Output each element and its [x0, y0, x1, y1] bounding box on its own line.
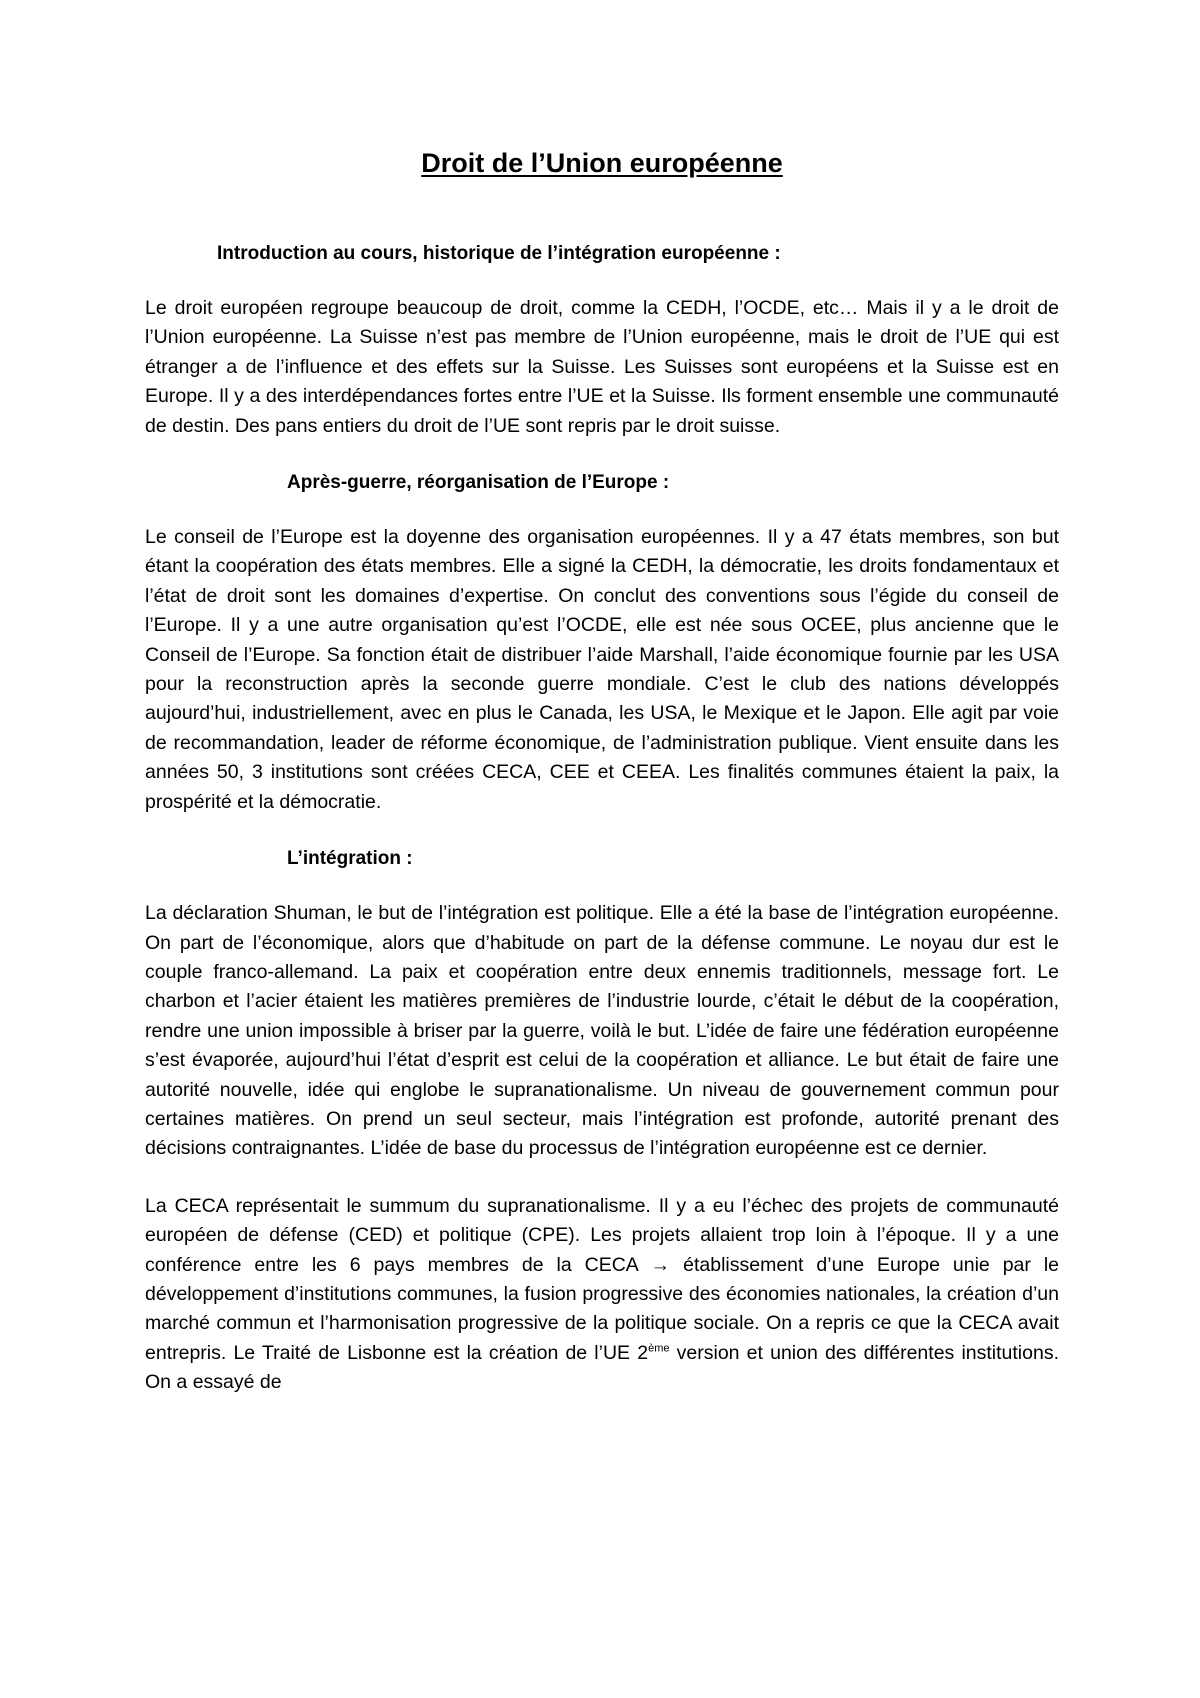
paragraph-ceca-part3: version et union des différentes institutions. On a essayé de — [145, 1341, 1059, 1394]
arrow-icon: → — [650, 1253, 671, 1276]
document-title: Droit de l’Union européenne — [421, 148, 783, 178]
superscript-eme: ème — [648, 1342, 670, 1355]
intro-heading: Introduction au cours, historique de l’intégration européenne : — [217, 243, 781, 264]
paragraph-conseil-europe: Le conseil de l’Europe est la doyenne des organisation européennes. Il y a 47 états membres, son but étant la coopération des états membres. Elle a signé la CEDH, la démocratie, les droits fondamentaux et l’état de droit sont les domaines d’expertise. On conclut des conventions sous l’égide du conseil de l’Europe. Il y a une autre organisation qu’est l’OCDE, elle est née sous OCEE, plus ancienne que le Conseil de l’Europe. Sa fonction était de distribuer l’aide Marshall, l’aide économique fournie par les USA pour la reconstruction après la seconde guerre mondiale. C’est le club des nations développés aujourd’hui, industriellement, avec en plus le Canada, les USA, le Mexique et le Japon. Elle agit par voie de recommandation, leader de réforme économique, de l’administration publique. Vient ensuite dans les années 50, 3 institutions sont créées CECA, CEE et CEEA. Les finalités communes étaient la paix, la prospérité et la démocratie. — [145, 526, 1059, 813]
paragraph-ceca-part1: La CECA représentait le summum du supranationalisme. Il y a eu l’échec des projets de communauté européen de défense (CED) et politique (CPE). Les projets allaient trop loin à l’époque. Il y a une conférence entre les 6 pays membres de la CECA — [145, 1194, 1059, 1276]
heading-apres-guerre: Après-guerre, réorganisation de l’Europe : — [287, 472, 670, 494]
paragraph-droit-europeen: Le droit européen regroupe beaucoup de droit, comme la CEDH, l’OCDE, etc… Mais il y a le droit de l’Union européenne. La Suisse n’est pas membre de l’Union européenne, mais le droit de l’UE qui est étranger a de l’influence et des effets sur la Suisse. Les Suisses sont européens et la Suisse est en Europe. Il y a des interdépendances fortes entre l’UE et la Suisse. Ils forment ensemble une communauté de destin. Des pans entiers du droit de l’UE sont repris par le droit suisse. — [145, 297, 1059, 437]
paragraph-declaration-shuman: La déclaration Shuman, le but de l’intégration est politique. Elle a été la base de l’intégration européenne. On part de l’économique, alors que d’habitude on part de la défense commune. Le noyau dur est le couple franco-allemand. La paix et coopération entre deux ennemis traditionnels, message fort. Le charbon et l’acier étaient les matières premières de l’industrie lourde, c’était le début de la coopération, rendre une union impossible à briser par la guerre, voilà le but. L’idée de faire une fédération européenne s’est évaporée, aujourd’hui l’état d’esprit est celui de la coopération et alliance. Le but était de faire une autorité nouvelle, idée qui englobe le supranationalisme. Un niveau de gouvernement commun pour certaines matières. On prend un seul secteur, mais l’intégration est profonde, autorité prenant des décisions contraignantes. L’idée de base du processus de l’intégration européenne est ce dernier. — [145, 902, 1059, 1160]
paragraph-ceca — [145, 1192, 1059, 1398]
heading-integration: L’intégration : — [287, 848, 413, 870]
paragraph-ceca-part2: établissement d’une Europe unie par le développement d’institutions communes, la fusion progressive des économies nationales, la création d’un marché commun et l’harmonisation progressive de la politique sociale. On a repris ce que la CECA avait entrepris. Le Traité de Lisbonne est la création de l’UE 2 — [145, 1253, 1059, 1364]
